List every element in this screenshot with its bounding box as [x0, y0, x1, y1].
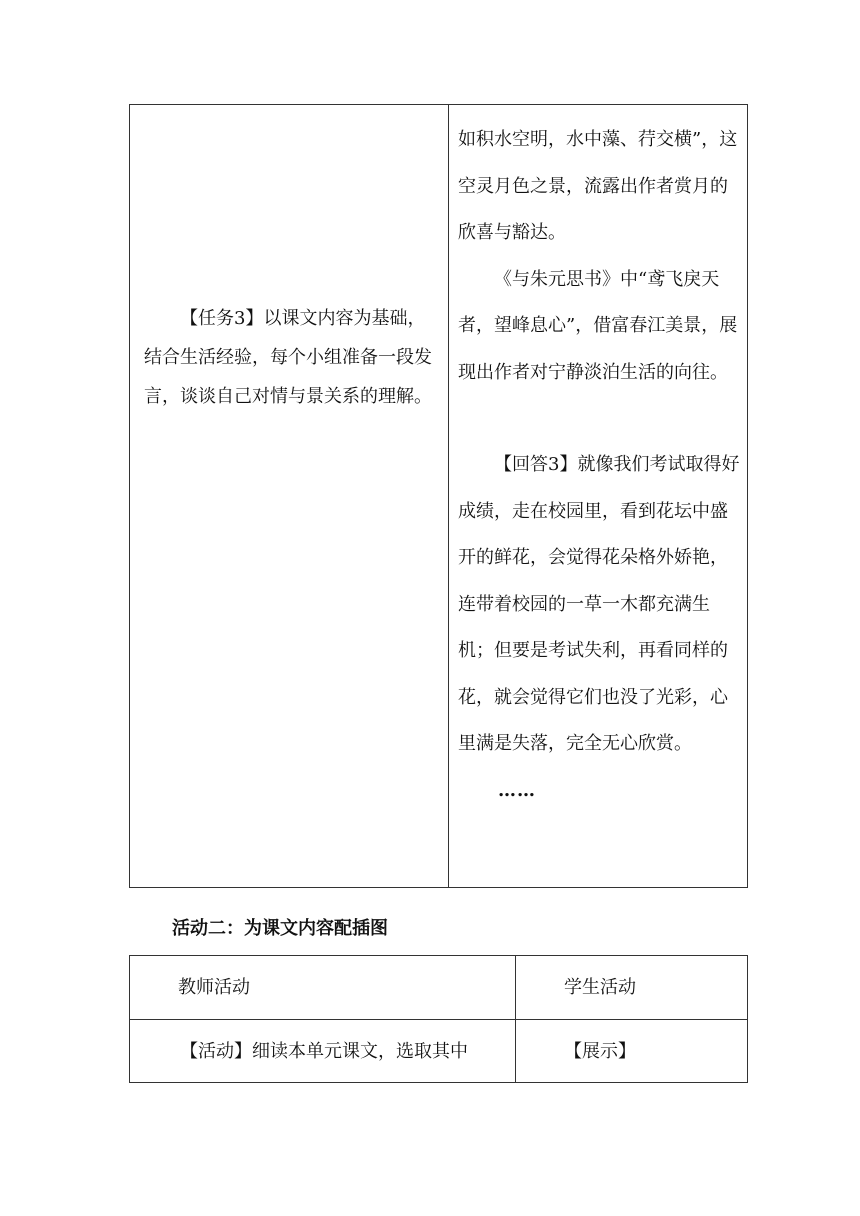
- activity-table: [129, 955, 748, 1083]
- row-divider: [130, 1019, 747, 1020]
- section-heading: 活动二：为课文内容配插图: [172, 918, 388, 939]
- teacher-activity-text: 【活动】细读本单元课文，选取其中: [180, 1041, 468, 1062]
- header-teacher-activity: 教师活动: [178, 977, 250, 998]
- answer-continuation: 如积水空明，水中藻、荇交横”，这空灵月色之景，流露出作者赏月的欣喜与豁达。: [458, 129, 738, 243]
- spacer: [458, 396, 740, 442]
- teacher-cell: [144, 299, 434, 416]
- answer-3-text: 【回答3】就像我们考试取得好成绩，走在校园里，看到花坛中盛开的鲜花，会觉得花朵格外娇艳，连带着校园的一草一木都充满生机；但要是考试失利，再看同样的花，就会觉得它们也没了光彩，心里满是失落，完全无心欣赏。: [458, 454, 740, 754]
- task-3-text: 【任务3】以课文内容为基础，结合生活经验，每个小组准备一段发言，谈谈自己对情与景关系的理解。: [144, 308, 432, 407]
- task-table: [129, 104, 748, 888]
- column-divider: [448, 105, 449, 887]
- answer-paragraph-2: 《与朱元思书》中“鸢飞戾天者，望峰息心”，借富春江美景，展现出作者对宁静淡泊生活的向往。: [458, 268, 738, 383]
- student-cell: [458, 117, 740, 814]
- ellipsis: ……: [498, 779, 536, 801]
- student-activity-text: 【展示】: [564, 1041, 636, 1062]
- header-student-activity: 学生活动: [564, 977, 636, 998]
